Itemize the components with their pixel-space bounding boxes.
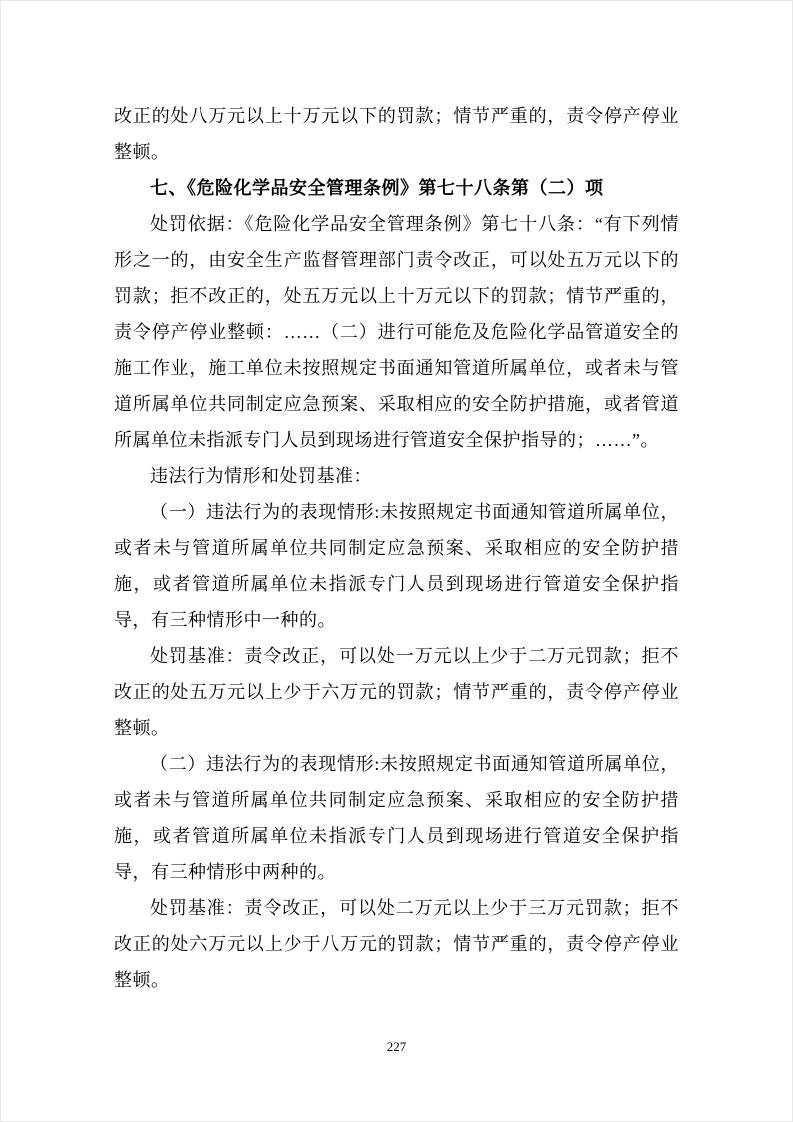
paragraph-violation-case-1: （一）违法行为的表现情形:未按照规定书面通知管道所属单位，或者未与管道所属单位共同制定应急预案、采取相应的安全防护措施，或者管道所属单位未指派专门人员到现场进行管道安全保护指导，有三种情形中一种的。: [114, 502, 679, 630]
page-number: 227: [386, 1039, 407, 1054]
paragraph-continuation: 改正的处八万元以上十万元以下的罚款；情节严重的，责令停产停业整顿。: [114, 106, 679, 162]
section-heading: 七、《危险化学品安全管理条例》第七十八条第（二）项: [150, 178, 604, 198]
paragraph-violation-case-2: （二）违法行为的表现情形:未按照规定书面通知管道所属单位，或者未与管道所属单位共同制定应急预案、采取相应的安全防护措施，或者管道所属单位未指派专门人员到现场进行管道安全保护指导，有三种情形中两种的。: [114, 754, 679, 882]
paragraph-penalty-basis: 处罚依据：《危险化学品安全管理条例》第七十八条：“有下列情形之一的，由安全生产监督管理部门责令改正，可以处五万元以下的罚款；拒不改正的，处五万元以上十万元以下的罚款；情节严重的，责令停产停业整顿：……（二）进行可能危及危险化学品管道安全的施工作业，施工单位未按照规定书面通知管道所属单位，或者未与管道所属单位共同制定应急预案、采取相应的安全防护措施，或者管道所属单位未指派专门人员到现场进行管道安全保护指导的；……”。: [114, 214, 679, 450]
paragraph-label: 违法行为情形和处罚基准：: [150, 466, 372, 486]
paragraph-penalty-standard-2: 处罚基准：责令改正，可以处二万元以上少于三万元罚款；拒不改正的处六万元以上少于八万元的罚款；情节严重的，责令停产停业整顿。: [114, 898, 679, 990]
document-content: [114, 98, 679, 998]
paragraph-penalty-standard-1: 处罚基准：责令改正，可以处一万元以上少于二万元罚款；拒不改正的处五万元以上少于六万元的罚款；情节严重的，责令停产停业整顿。: [114, 646, 679, 738]
